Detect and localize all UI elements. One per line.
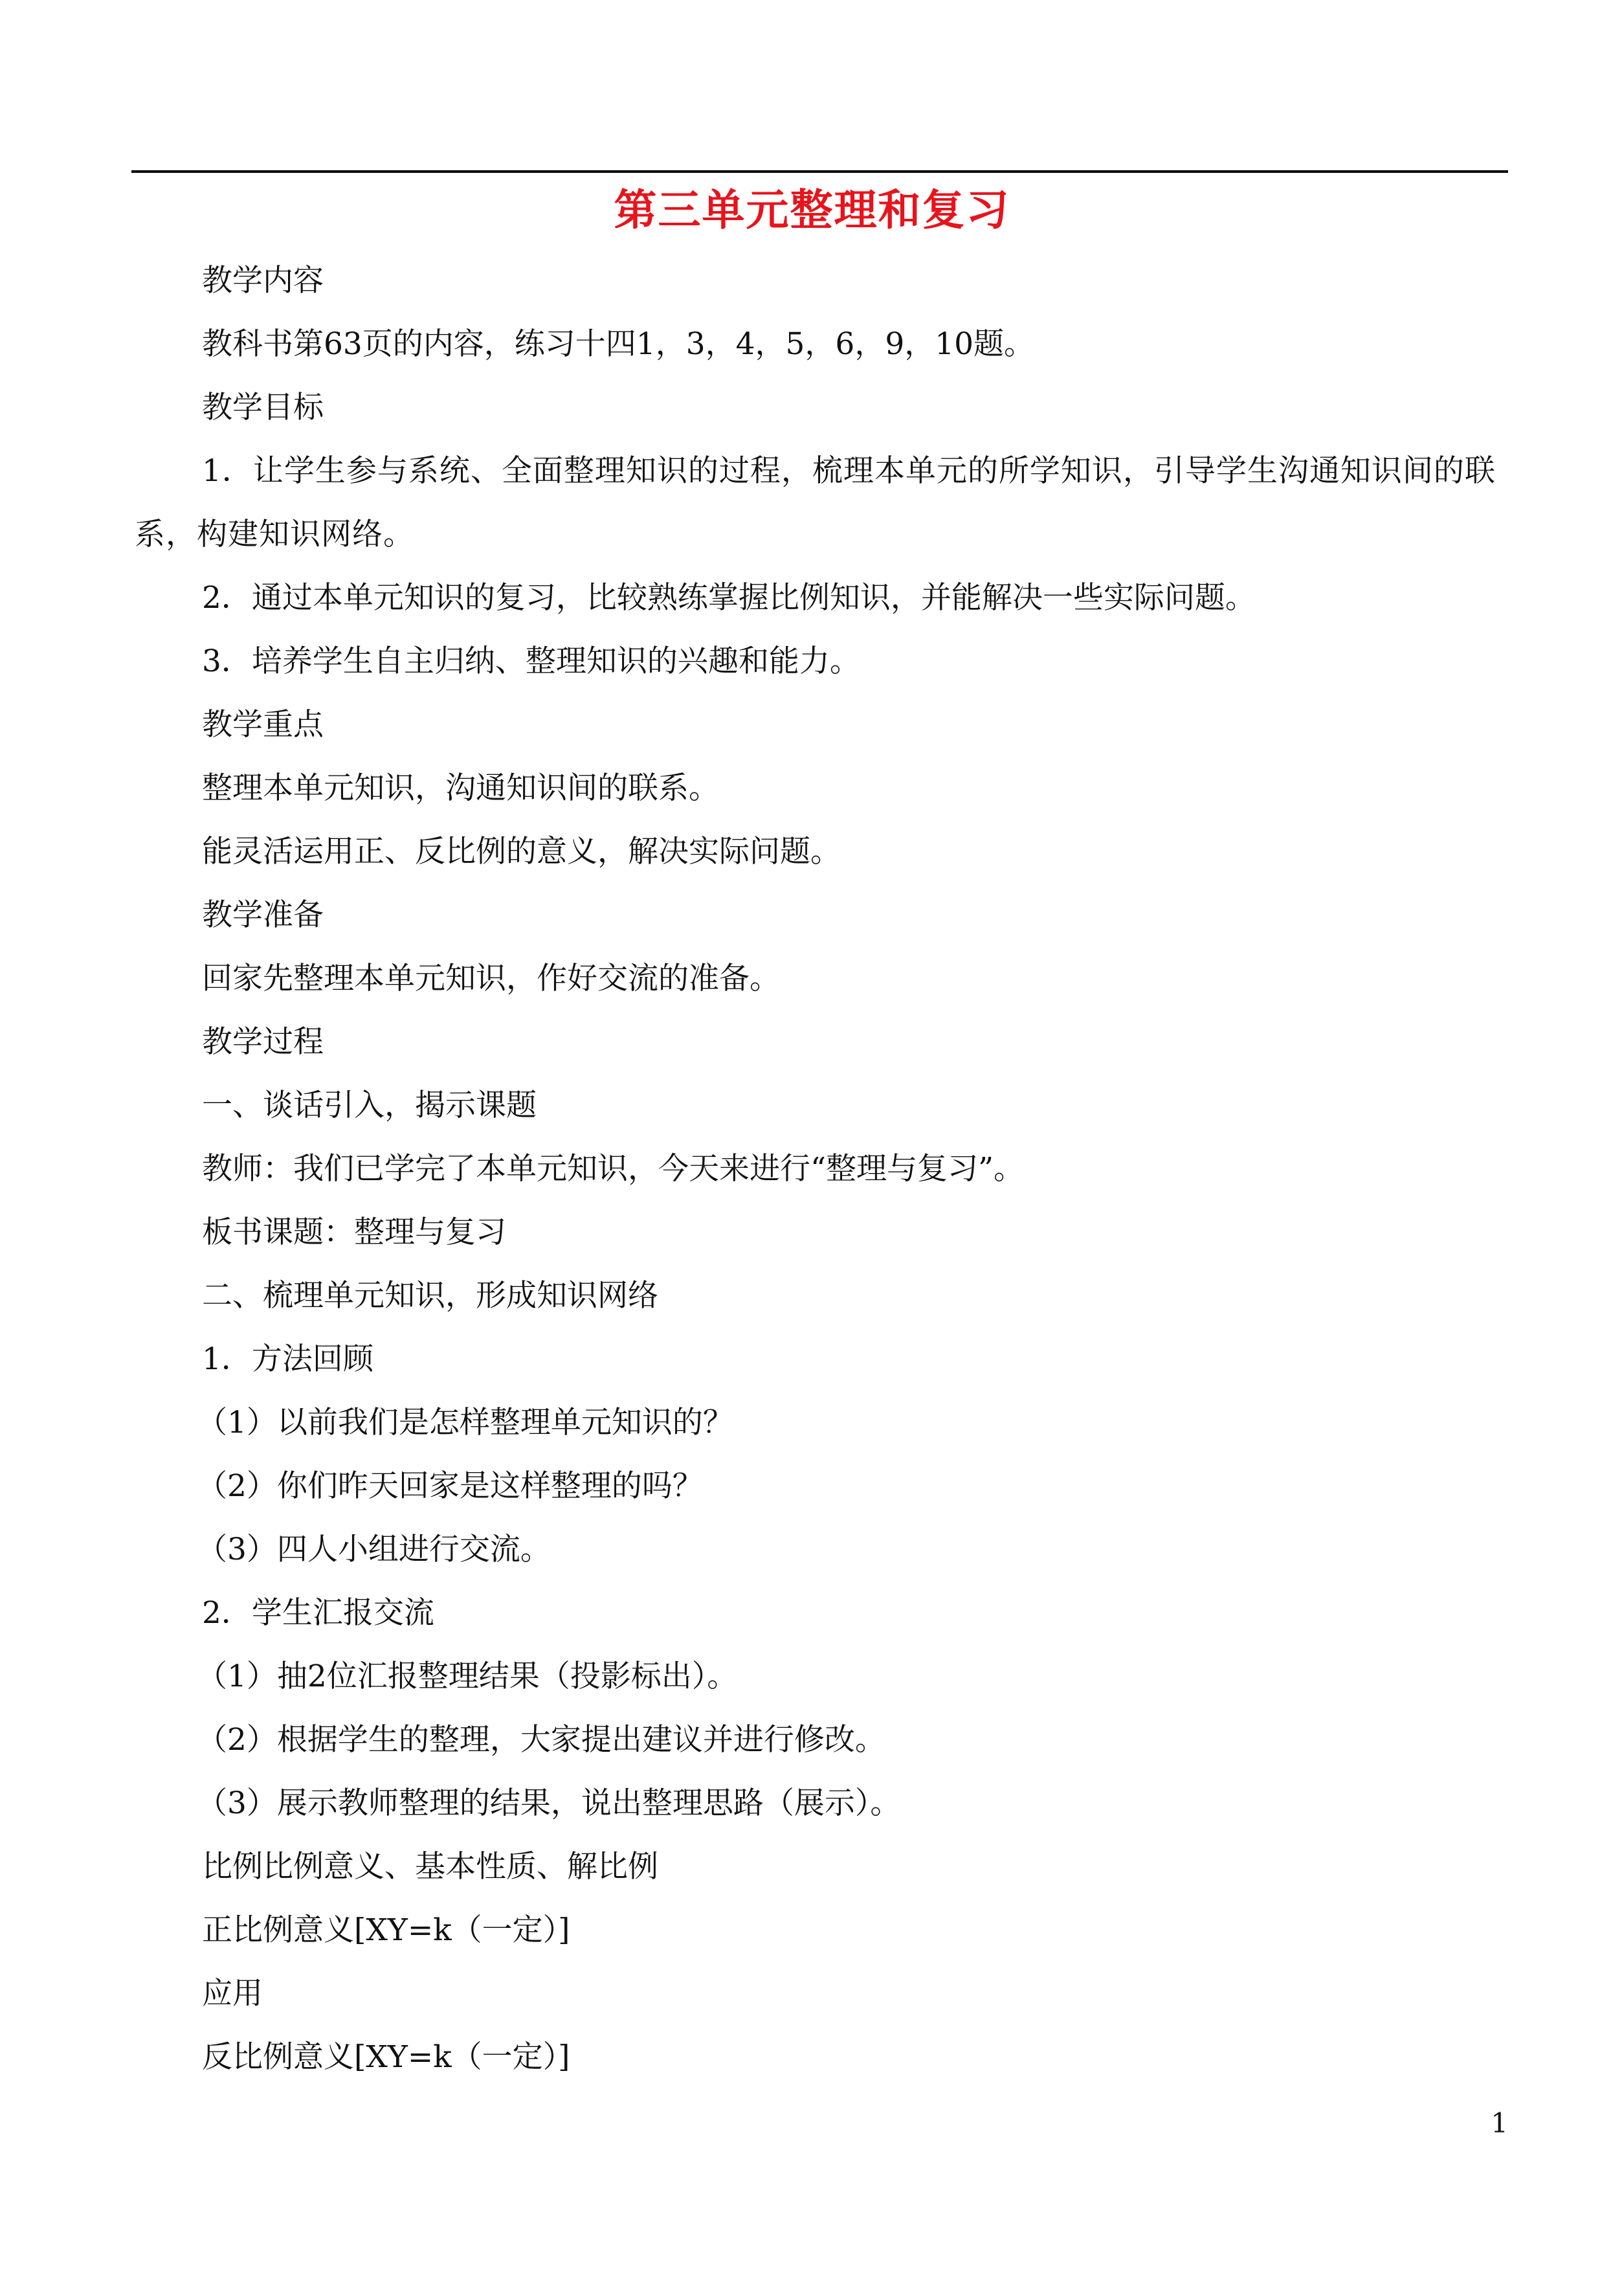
section-1-heading: 一、谈话引入，揭示课题 bbox=[202, 1088, 537, 1123]
document-body bbox=[135, 249, 1508, 2089]
focus-item-1: 整理本单元知识，沟通知识间的联系。 bbox=[202, 770, 719, 806]
heading-teaching-content: 教学内容 bbox=[202, 263, 324, 298]
focus-item-2: 能灵活运用正、反比例的意义，解决实际问题。 bbox=[202, 834, 841, 869]
step-1-heading: 1．方法回顾 bbox=[202, 1341, 373, 1377]
goal-item-3: 3．培养学生自主归纳、整理知识的兴趣和能力。 bbox=[202, 643, 860, 679]
preparation-text: 回家先整理本单元知识，作好交流的准备。 bbox=[202, 961, 780, 996]
application-line: 应用 bbox=[202, 1976, 263, 2011]
paragraph-textbook-pages: 教科书第63页的内容，练习十四1，3，4，5，6，9，10题。 bbox=[202, 326, 1035, 362]
direct-proportion-line: 正比例意义[XY=k（一定）] bbox=[202, 1912, 570, 1948]
inverse-proportion-line: 反比例意义[XY=k（一定）] bbox=[202, 2039, 570, 2075]
document-title: 第三单元整理和复习 bbox=[614, 185, 1010, 235]
step-2-item-2: （2）根据学生的整理，大家提出建议并进行修改。 bbox=[197, 1722, 885, 1758]
step-1-item-1: （1）以前我们是怎样整理单元知识的？ bbox=[197, 1405, 733, 1440]
heading-teaching-goals: 教学目标 bbox=[202, 390, 324, 425]
goal-item-2: 2．通过本单元知识的复习，比较熟练掌握比例知识，并能解决一些实际问题。 bbox=[202, 580, 1256, 616]
ratio-summary-line: 比例比例意义、基本性质、解比例 bbox=[202, 1849, 658, 1885]
goal-item-1: 1．让学生参与系统、全面整理知识的过程，梳理本单元的所学知识，引导学生沟通知识间的联系，构建知识网络。 bbox=[135, 453, 1496, 552]
step-1-item-2: （2）你们昨天回家是这样整理的吗？ bbox=[197, 1468, 703, 1504]
step-2-heading: 2．学生汇报交流 bbox=[202, 1595, 434, 1631]
step-2-item-1: （1）抽2位汇报整理结果（投影标出）。 bbox=[197, 1659, 738, 1694]
step-1-item-3: （3）四人小组进行交流。 bbox=[197, 1532, 551, 1567]
section-2-heading: 二、梳理单元知识，形成知识网络 bbox=[202, 1278, 658, 1314]
header-rule bbox=[131, 170, 1508, 173]
board-title-text: 板书课题：整理与复习 bbox=[202, 1214, 506, 1250]
page-number: 1 bbox=[1491, 2107, 1508, 2139]
step-2-item-3: （3）展示教师整理的结果，说出整理思路（展示）。 bbox=[197, 1785, 901, 1821]
heading-teaching-process: 教学过程 bbox=[202, 1024, 324, 1060]
heading-teaching-focus: 教学重点 bbox=[202, 707, 324, 743]
teacher-intro-text: 教师：我们已学完了本单元知识，今天来进行“整理与复习”。 bbox=[202, 1151, 1025, 1187]
heading-teaching-preparation: 教学准备 bbox=[202, 897, 324, 933]
